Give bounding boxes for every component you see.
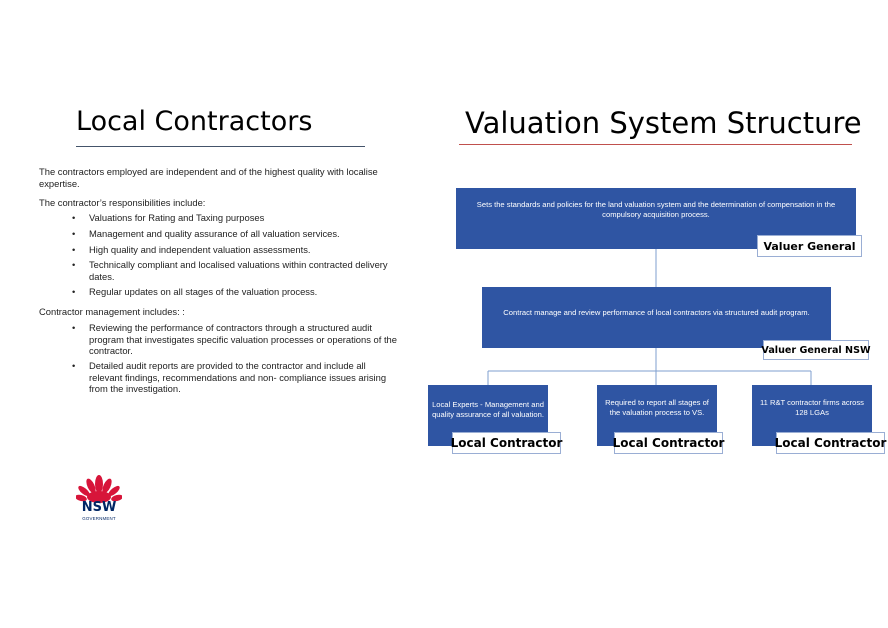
- label-valuer-general: Valuer General: [757, 235, 862, 257]
- bullet: •: [72, 244, 76, 255]
- bullet: •: [72, 212, 76, 223]
- logo-name: NSW: [81, 500, 117, 515]
- list-item: Technically compliant and localised valuations within contracted delivery dates.: [89, 259, 388, 282]
- bullet: •: [72, 228, 76, 239]
- intro-text: The contractors employed are independent and of the highest quality with localise expertise.: [39, 166, 378, 189]
- node-local-contractor-2-text: Required to report all stages of the valuation process to VS.: [605, 397, 709, 417]
- list-item: High quality and independent valuation assessments.: [89, 244, 311, 255]
- node-valuer-general-nsw: [482, 287, 831, 348]
- node-local-contractor-3-text: 11 R&T contractor firms across 128 LGAs: [760, 397, 864, 417]
- bullet: •: [72, 286, 76, 297]
- left-title: Local Contractors: [76, 106, 313, 137]
- label-local-contractor-2: Local Contractor: [614, 432, 723, 454]
- label-local-contractor-1: Local Contractor: [452, 432, 561, 454]
- node-local-contractor-1-text: Local Experts - Management and quality assurance of all valuation.: [432, 399, 544, 419]
- label-local-contractor-3: Local Contractor: [776, 432, 885, 454]
- management-heading: Contractor management includes: :: [39, 306, 185, 317]
- label-valuer-general-nsw: Valuer General NSW: [763, 340, 869, 360]
- bullet: •: [72, 259, 76, 270]
- bullet: •: [72, 360, 76, 371]
- list-item: Valuations for Rating and Taxing purposes: [89, 212, 265, 223]
- node-valuer-general-text: Sets the standards and policies for the land valuation system and the determination of compensation in the compulsory acquisition process.: [476, 199, 836, 219]
- responsibilities-heading: The contractor’s responsibilities include:: [39, 197, 206, 208]
- bullet: •: [72, 322, 76, 333]
- list-item: Reviewing the performance of contractors through a structured audit program that investigates specific valuation processes or operations of the contractor.: [89, 322, 397, 356]
- list-item: Detailed audit reports are provided to the contractor and include all relevant findings, recommendations and non- compliance issues arising from the investigation.: [89, 360, 387, 394]
- node-valuer-general-nsw-text: Contract manage and review performance of local contractors via structured audit program.: [503, 307, 810, 317]
- logo-sub: GOVERNMENT: [82, 516, 116, 521]
- list-item: Regular updates on all stages of the valuation process.: [89, 286, 318, 297]
- right-title: Valuation System Structure: [465, 106, 862, 140]
- list-item: Management and quality assurance of all valuation services.: [89, 228, 340, 239]
